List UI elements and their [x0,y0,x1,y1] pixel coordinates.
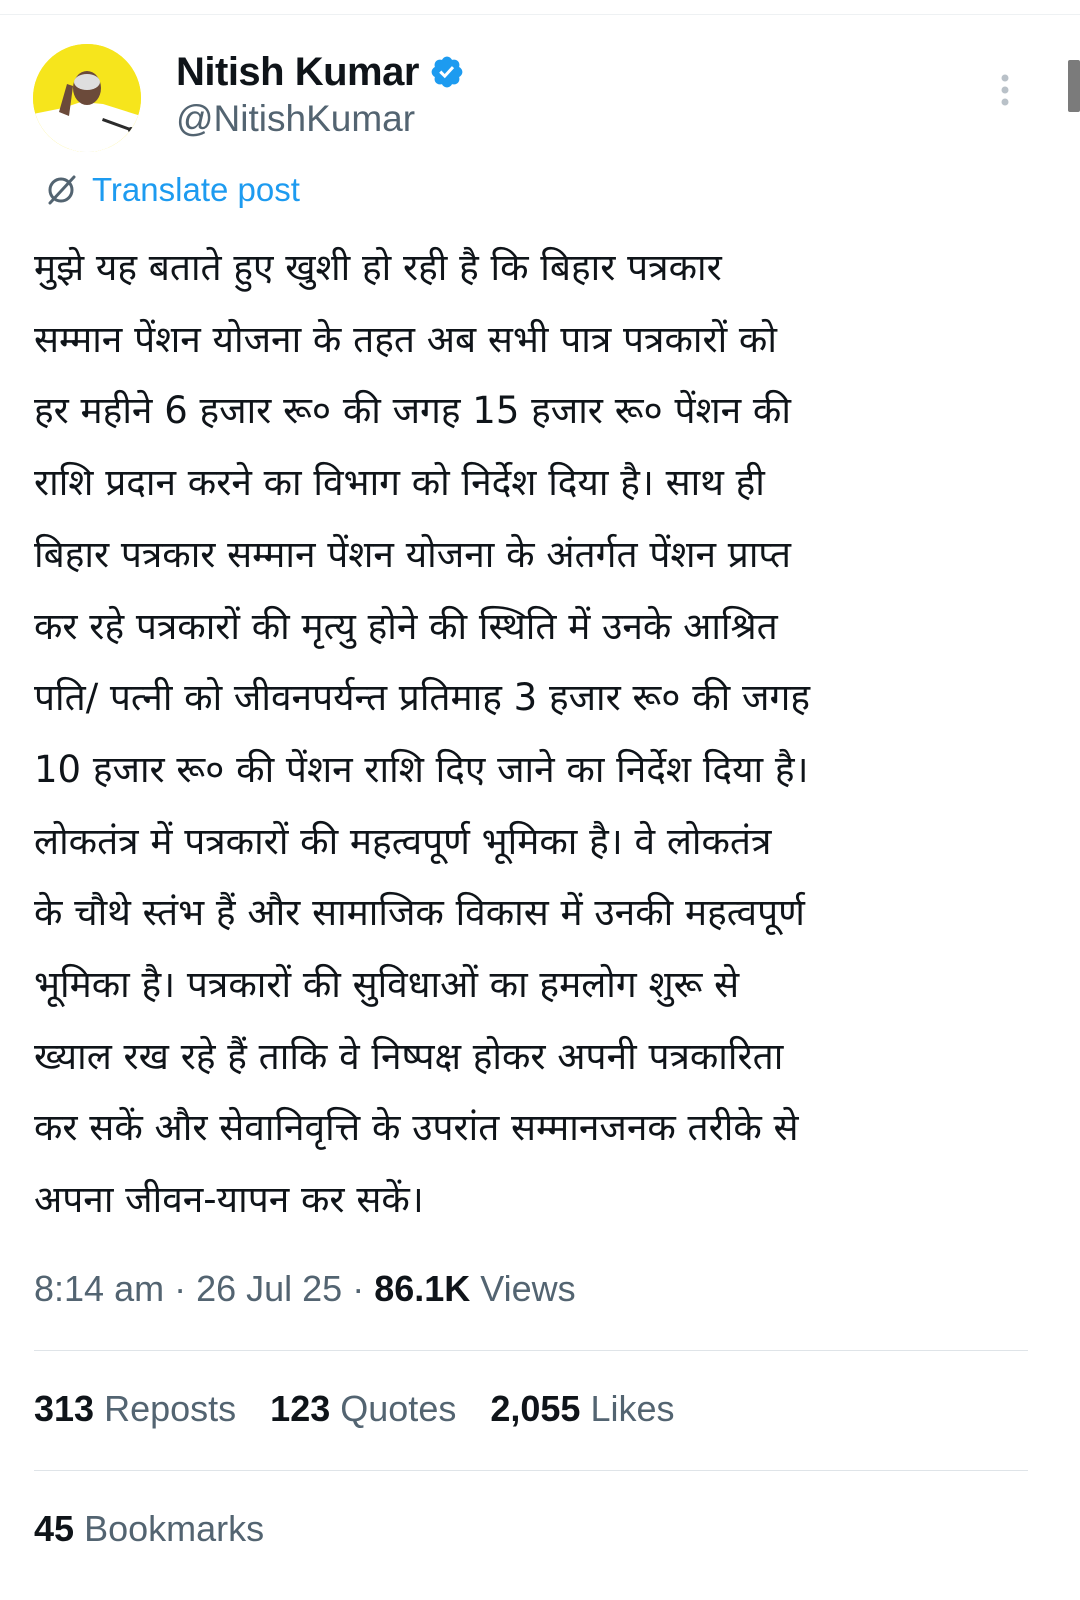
post-text-line: लोकतंत्र में पत्रकारों की महत्वपूर्ण भूमिका है। वे लोकतंत्र [34,819,772,863]
translate-post-link[interactable] [44,168,300,212]
author-display-name[interactable]: Nitish Kumar [176,49,419,94]
avatar-photo [33,44,141,152]
post-text-line: राशि प्रदान करने का विभाग को निर्देश दिया है। साथ ही [34,461,765,505]
post-text-line: 10 हजार रू० की पेंशन राशि दिए जाने का निर्देश दिया है। [34,747,809,791]
post-text-line: कर रहे पत्रकारों की मृत्यु होने की स्थिति में उनके आश्रित [34,604,778,648]
reposts-stat[interactable] [34,1388,236,1430]
bookmarks-stat[interactable] [34,1508,264,1550]
likes-label: Likes [590,1388,675,1429]
post-text-line: पति/ पत्नी को जीवनपर्यन्त प्रतिमाह 3 हजार रू० की जगह [34,676,810,720]
post-text-line: ख्याल रख रहे हैं ताकि वे निष्पक्ष होकर अपनी पत्रकारिता [34,1034,784,1078]
reposts-label: Reposts [104,1388,237,1429]
author-handle[interactable]: @NitishKumar [176,98,416,139]
quotes-count: 123 [270,1388,331,1429]
translate-post-label[interactable]: Translate post [92,171,300,208]
scrollbar-thumb[interactable] [1068,60,1080,112]
post-text-line: बिहार पत्रकार सम्मान पेंशन योजना के अंतर्गत पेंशन प्राप्त [34,532,791,576]
post-time[interactable]: 8:14 am [34,1268,165,1309]
post-text [34,232,1044,1236]
post-date[interactable]: 26 Jul 25 [196,1268,343,1309]
top-edge [0,0,1080,15]
meta-separator: · [342,1268,375,1309]
translate-icon [44,173,78,207]
quotes-stat[interactable] [270,1388,456,1430]
post-meta [34,1268,576,1310]
likes-stat[interactable] [490,1388,674,1430]
post-text-line: सम्मान पेंशन योजना के तहत अब सभी पात्र पत्रकारों को [34,317,777,361]
divider [34,1470,1028,1471]
divider [34,1350,1028,1351]
views-label: Views [480,1268,576,1309]
bookmarks-label: Bookmarks [84,1508,265,1549]
engagement-stats [34,1388,675,1430]
avatar[interactable] [33,44,141,152]
reposts-count: 313 [34,1388,95,1429]
views-count: 86.1K [374,1268,471,1309]
post-text-line: हर महीने 6 हजार रू० की जगह 15 हजार रू० पेंशन की [34,389,791,433]
author-header[interactable] [176,48,465,140]
quotes-label: Quotes [340,1388,457,1429]
post-text-line: कर सकें और सेवानिवृत्ति के उपरांत सम्मानजनक तरीके से [34,1106,799,1150]
post-text-line: अपना जीवन-यापन कर सकें। [34,1178,424,1222]
bookmarks-count: 45 [34,1508,75,1549]
verified-badge-icon[interactable] [429,54,465,90]
likes-count: 2,055 [490,1388,581,1429]
post-text-line: के चौथे स्तंभ हैं और सामाजिक विकास में उनकी महत्वपूर्ण [34,891,805,935]
post-text-line: मुझे यह बताते हुए खुशी हो रही है कि बिहार पत्रकार [34,246,722,289]
post-text-line: भूमिका है। पत्रकारों की सुविधाओं का हमलोग शुरू से [34,963,740,1007]
meta-separator: · [164,1268,197,1309]
more-options-icon[interactable] [990,70,1020,110]
